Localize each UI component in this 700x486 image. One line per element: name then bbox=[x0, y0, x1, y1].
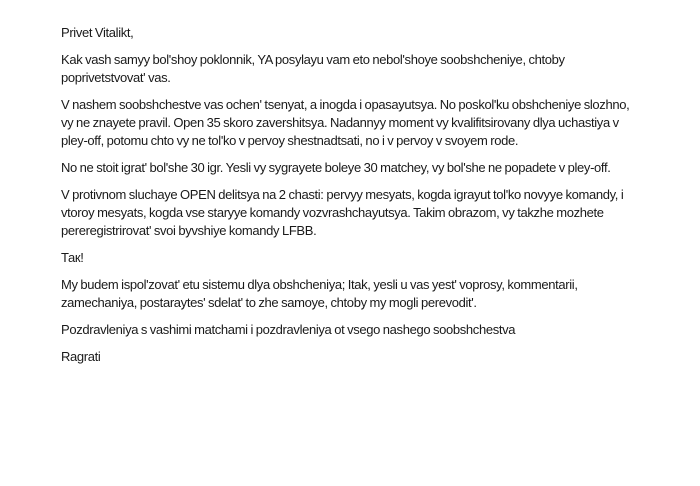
letter-greeting: Privet Vitalikt, bbox=[61, 25, 134, 40]
letter-paragraph-intro: Kak vash samyy bol'shoy poklonnik, YA posylayu vam eto nebol'shoye soobshcheniye, chtoby poprivetstvovat' vas. bbox=[61, 52, 565, 85]
letter-paragraph-exclamation: Так! bbox=[61, 250, 84, 265]
letter-body bbox=[61, 24, 641, 375]
letter-signature: Ragrati bbox=[61, 349, 101, 364]
letter-paragraph-congratulations: Pozdravleniya s vashimi matchami i pozdravleniya ot vsego nashego soobshchestva bbox=[61, 322, 516, 337]
letter-paragraph-game-limit: No ne stoit igrat' bol'she 30 igr. Yesli vy sygrayete boleye 30 matchey, vy bol'she ne popadete v pley-off. bbox=[61, 160, 611, 175]
letter-paragraph-rules: V nashem soobshchestve vas ochen' tsenyat, a inogda i opasayutsya. No poskol'ku obshcheniye slozhno, vy ne znayete pravil. Open 35 skoro zavershitsya. Nadannyy moment vy kvalifitsirovany dlya uchastiya v pley-off, potomu chto vy ne tol'ko v pervoy shestnadtsati, no i v pervoy v svoyem rode. bbox=[61, 97, 630, 148]
letter-paragraph-open-format: V protivnom sluchaye OPEN delitsya na 2 chasti: pervyy mesyats, kogda igrayut tol'ko novyye komandy, i vtoroy mesyats, kogda vse staryye komandy vozvrashchayutsya. Takim obrazom, vy takzhe mozhete pereregistrirovat' svoi byvshiye komandy LFBB. bbox=[61, 187, 624, 238]
letter-paragraph-communication: My budem ispol'zovat' etu sistemu dlya obshcheniya; Itak, yesli u vas yest' voprosy, kommentarii, zamechaniya, postaraytes' sdelat' to zhe samoye, chtoby my mogli perevodit'. bbox=[61, 277, 578, 310]
